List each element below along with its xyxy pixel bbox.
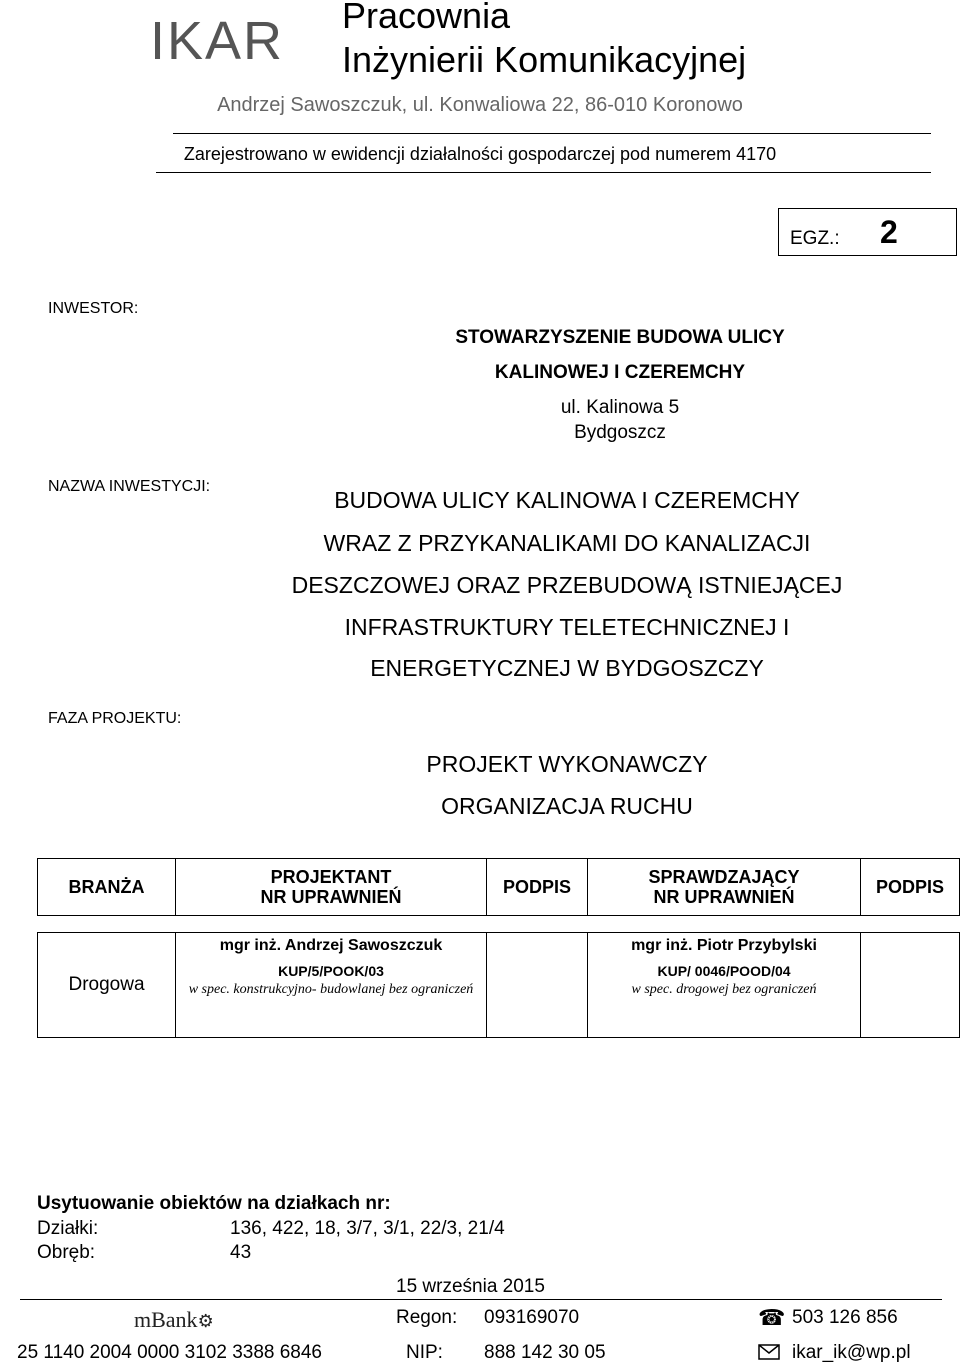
investor-street: ul. Kalinowa 5 xyxy=(560,397,680,418)
bank-name: mBank xyxy=(134,1307,198,1332)
investment-name-line: WRAZ Z PRZYKANALIKAMI DO KANALIZACJI xyxy=(323,530,811,556)
investment-name-line: BUDOWA ULICY KALINOWA I CZEREMCHY xyxy=(334,487,800,513)
investment-label: NAZWA INWESTYCJI: xyxy=(48,478,211,495)
copy-number-label: EGZ.: xyxy=(790,228,840,249)
firm-name-line1: Pracownia xyxy=(342,0,511,36)
plots-value: 136, 422, 18, 3/7, 3/1, 22/3, 21/4 xyxy=(230,1218,505,1239)
phase-line: ORGANIZACJA RUCHU xyxy=(441,793,693,819)
investment-name-line: INFRASTRUKTURY TELETECHNICZNEJ I xyxy=(344,614,790,640)
checker-name: mgr inż. Piotr Przybylski xyxy=(631,937,817,954)
firm-name xyxy=(342,0,746,82)
firm-name-line2: Inżynierii Komunikacyjnej xyxy=(342,39,747,80)
phase-line: PROJEKT WYKONAWCZY xyxy=(426,751,708,777)
mail-icon xyxy=(758,1340,780,1366)
header-checker-line1: SPRAWDZAJĄCY xyxy=(648,867,800,887)
header-signature: PODPIS xyxy=(861,859,960,916)
checker-spec: w spec. drogowej bez ograniczeń xyxy=(631,982,817,997)
header-designer xyxy=(176,859,487,916)
bank-logo xyxy=(134,1307,214,1333)
plots-label: Działki: xyxy=(37,1218,99,1239)
branch-cell: Drogowa xyxy=(38,933,176,1038)
header-checker xyxy=(588,859,861,916)
designer-signature-cell xyxy=(487,933,588,1038)
checker-license: KUP/ 0046/POOD/04 xyxy=(657,963,791,979)
designer-spec: w spec. konstrukcyjno- budowlanej bez ograniczeń xyxy=(188,982,474,997)
investor-label: INWESTOR: xyxy=(48,300,139,317)
header-divider xyxy=(173,133,931,134)
header-divider-bottom xyxy=(156,172,931,173)
table-header-row xyxy=(38,859,960,916)
firm-address: Andrzej Sawoszczuk, ul. Konwaliowa 22, 86-010 Koronowo xyxy=(217,94,743,116)
phone-icon: ☎ xyxy=(758,1305,786,1330)
signature-table xyxy=(37,858,960,1038)
investment-name-line: DESZCZOWEJ ORAZ PRZEBUDOWĄ ISTNIEJĄCEJ xyxy=(291,572,843,598)
precinct-value: 43 xyxy=(230,1242,252,1263)
bank-gear-icon: ⚙ xyxy=(197,1311,214,1331)
investment-name-line: ENERGETYCZNEJ W BYDGOSZCZY xyxy=(370,655,764,681)
phase-label: FAZA PROJEKTU: xyxy=(48,710,182,727)
header-designer-line1: PROJEKTANT xyxy=(270,867,392,887)
bank-account: 25 1140 2004 0000 3102 3388 6846 xyxy=(17,1342,323,1363)
header-checker-line2: NR UPRAWNIEŃ xyxy=(653,887,795,907)
checker-cell xyxy=(588,933,861,1038)
investor-name-line2: KALINOWEJ I CZEREMCHY xyxy=(494,362,746,383)
copy-number-value: 2 xyxy=(880,214,898,250)
nip-label: NIP: xyxy=(406,1342,443,1363)
firm-registry: Zarejestrowano w ewidencji działalności gospodarczej pod numerem 4170 xyxy=(183,144,777,164)
header-branch: BRANŻA xyxy=(38,859,176,916)
firm-logo: IKAR xyxy=(150,11,285,71)
email-address: ikar_ik@wp.pl xyxy=(792,1342,911,1363)
nip-value: 888 142 30 05 xyxy=(484,1342,606,1363)
plots-title: Usytuowanie obiektów na działkach nr: xyxy=(37,1193,391,1214)
designer-license: KUP/5/POOK/03 xyxy=(278,963,384,979)
regon-label: Regon: xyxy=(396,1307,458,1328)
table-spacer-row xyxy=(38,916,960,933)
footer-divider xyxy=(20,1299,942,1300)
designer-name: mgr inż. Andrzej Sawoszczuk xyxy=(219,937,443,954)
phone-number: 503 126 856 xyxy=(792,1307,898,1328)
checker-signature-cell xyxy=(861,933,960,1038)
document-date: 15 września 2015 xyxy=(396,1276,545,1297)
table-row xyxy=(38,933,960,1038)
header-signature: PODPIS xyxy=(487,859,588,916)
header-designer-line2: NR UPRAWNIEŃ xyxy=(260,887,402,907)
regon-value: 093169070 xyxy=(484,1307,580,1328)
precinct-label: Obręb: xyxy=(37,1242,96,1263)
designer-cell xyxy=(176,933,487,1038)
investor-name-line1: STOWARZYSZENIE BUDOWA ULICY xyxy=(455,327,785,348)
investor-city: Bydgoszcz xyxy=(574,422,666,443)
